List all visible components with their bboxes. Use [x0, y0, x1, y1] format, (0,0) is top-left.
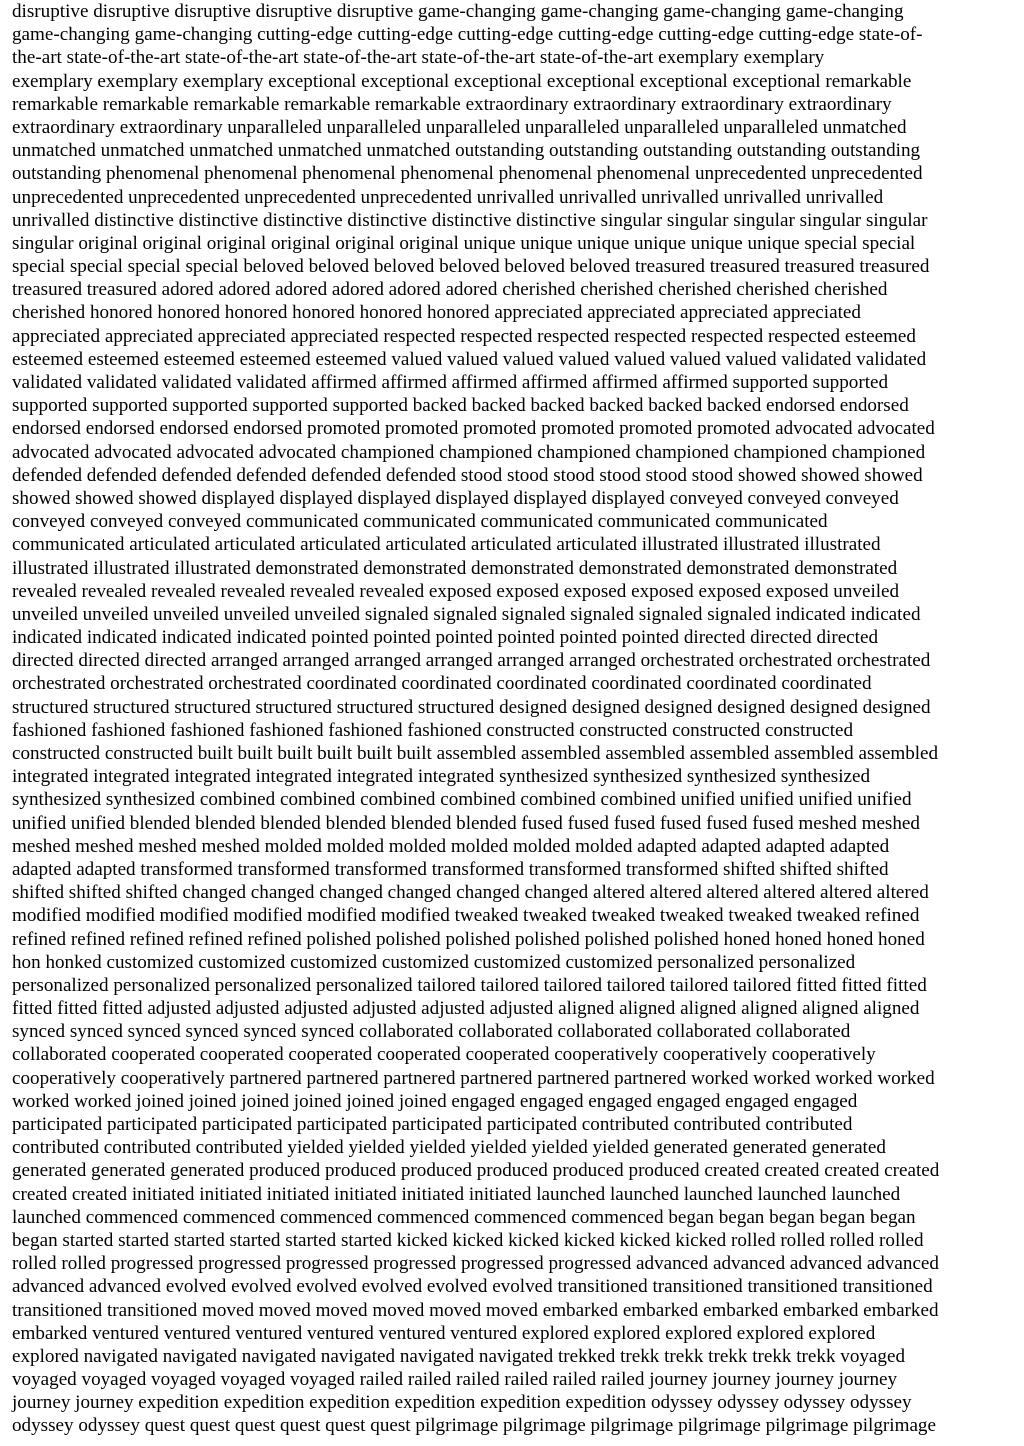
- text-line: revealed revealed revealed revealed revealed revealed exposed exposed exposed exposed exposed exposed unveiled: [12, 580, 900, 602]
- text-line: directed directed directed arranged arranged arranged arranged arranged arranged orchestrated orchestrated orchestrated: [12, 650, 931, 672]
- text-line: meshed meshed meshed meshed molded molded molded molded molded molded adapted adapted adapted adapted: [12, 835, 890, 857]
- text-line: refined refined refined refined refined polished polished polished polished polished polished honed honed honed honed: [12, 928, 925, 950]
- text-line: extraordinary extraordinary unparalleled unparalleled unparalleled unparalleled unparalleled unparalleled unmatched: [12, 116, 907, 138]
- text-line: singular original original original original original original unique unique unique unique unique unique special special: [12, 232, 916, 254]
- text-line: structured structured structured structured structured structured designed designed designed designed designed designed: [12, 696, 931, 718]
- text-line: unveiled unveiled unveiled unveiled unveiled signaled signaled signaled signaled signaled signaled indicated indicated: [12, 603, 921, 625]
- text-line: fitted fitted fitted adjusted adjusted adjusted adjusted adjusted adjusted aligned aligned aligned aligned aligned aligned: [12, 998, 920, 1020]
- text-line: unmatched unmatched unmatched unmatched unmatched outstanding outstanding outstanding outstanding outstanding: [12, 140, 921, 162]
- text-line: endorsed endorsed endorsed endorsed promoted promoted promoted promoted promoted promoted advocated advocated: [12, 418, 935, 440]
- text-line: rolled rolled progressed progressed progressed progressed progressed progressed advanced advanced advanced advanced: [12, 1253, 939, 1275]
- text-line: fashioned fashioned fashioned fashioned fashioned fashioned constructed constructed constructed constructed: [12, 719, 854, 741]
- text-line: conveyed conveyed conveyed communicated communicated communicated communicated communicated: [12, 511, 828, 533]
- text-line: disruptive disruptive disruptive disruptive disruptive game-changing game-changing game-changing game-changing: [12, 1, 904, 22]
- text-line: shifted shifted shifted changed changed changed changed changed changed altered altered altered altered altered altered: [12, 882, 929, 904]
- text-line: communicated articulated articulated articulated articulated articulated articulated illustrated illustrated illustrated: [12, 534, 881, 556]
- text-line: collaborated cooperated cooperated cooperated cooperated cooperated cooperatively cooperatively cooperatively: [12, 1044, 876, 1066]
- text-line: adapted adapted transformed transformed transformed transformed transformed transformed shifted shifted shifted: [12, 858, 889, 880]
- text-line: game-changing game-changing cutting-edge cutting-edge cutting-edge cutting-edge cutting-edge cutting-edge state-of-: [12, 24, 923, 46]
- text-line: odyssey odyssey quest quest quest quest quest quest pilgrimage pilgrimage pilgrimage pilgrimage pilgrimage pilgrimage: [12, 1415, 936, 1437]
- text-line: supported supported supported supported supported backed backed backed backed backed backed endorsed endorsed: [12, 395, 909, 417]
- text-line: cherished honored honored honored honored honored honored appreciated appreciated appreciated appreciated: [12, 302, 861, 324]
- text-line: voyaged voyaged voyaged voyaged voyaged railed railed railed railed railed railed journey journey journey journey: [12, 1369, 898, 1391]
- text-line: outstanding phenomenal phenomenal phenomenal phenomenal phenomenal phenomenal unprecedented unprecedented: [12, 163, 923, 185]
- text-line: showed showed showed displayed displayed displayed displayed displayed displayed conveyed conveyed conveyed: [12, 487, 899, 509]
- text-line: unified unified blended blended blended blended blended blended fused fused fused fused fused fused meshed meshed: [12, 812, 920, 834]
- text-line: contributed contributed contributed yielded yielded yielded yielded yielded yielded generated generated generated: [12, 1137, 886, 1159]
- text-line: advocated advocated advocated advocated championed championed championed championed championed championed: [12, 441, 926, 463]
- text-line: transitioned transitioned moved moved moved moved moved moved embarked embarked embarked embarked embarked: [12, 1299, 939, 1321]
- text-line: orchestrated orchestrated orchestrated coordinated coordinated coordinated coordinated coordinated coordinated: [12, 673, 872, 695]
- text-line: appreciated appreciated appreciated appreciated respected respected respected respected respected respected esteemed: [12, 325, 916, 347]
- text-line: worked worked joined joined joined joined joined joined engaged engaged engaged engaged engaged engaged: [12, 1090, 858, 1112]
- text-line: esteemed esteemed esteemed esteemed esteemed valued valued valued valued valued valued valued validated validated: [12, 348, 927, 370]
- text-line: participated participated participated participated participated participated contributed contributed contributed: [12, 1114, 853, 1135]
- text-line: began started started started started started started kicked kicked kicked kicked kicked kicked rolled rolled rolled rolled: [12, 1229, 924, 1251]
- text-line: cooperatively cooperatively partnered partnered partnered partnered partnered partnered worked worked worked worked: [12, 1067, 935, 1089]
- text-line: treasured treasured adored adored adored adored adored adored cherished cherished cherished cherished cherished: [12, 279, 888, 301]
- text-line: constructed constructed built built built built built built assembled assembled assembled assembled assembled assembled: [12, 743, 939, 764]
- text-line: modified modified modified modified modified modified tweaked tweaked tweaked tweaked tweaked tweaked refined: [12, 905, 920, 927]
- text-line: personalized personalized personalized personalized tailored tailored tailored tailored tailored tailored fitted fitted fitted: [12, 974, 927, 996]
- text-line: launched commenced commenced commenced commenced commenced commenced began began began began began: [12, 1206, 916, 1228]
- text-line: the-art state-of-the-art state-of-the-art state-of-the-art state-of-the-art state-of-the-art exemplary exemplary: [12, 47, 825, 69]
- text-line: defended defended defended defended defended defended stood stood stood stood stood stood showed showed showed: [12, 464, 923, 486]
- text-line: journey journey expedition expedition expedition expedition expedition expedition odyssey odyssey odyssey odyssey: [12, 1392, 912, 1414]
- text-line: unprecedented unprecedented unprecedented unprecedented unrivalled unrivalled unrivalled unrivalled unrivalled: [12, 186, 884, 208]
- text-line: created created initiated initiated initiated initiated initiated initiated launched launched launched launched launched: [12, 1183, 901, 1205]
- text-line: unrivalled distinctive distinctive distinctive distinctive distinctive distinctive singular singular singular singular singular: [12, 209, 928, 231]
- text-line: special special special special beloved beloved beloved beloved beloved beloved treasured treasured treasured treasured: [12, 256, 930, 278]
- text-line: generated generated generated produced produced produced produced produced produced created created created created: [12, 1160, 940, 1182]
- text-line: advanced advanced evolved evolved evolved evolved evolved evolved transitioned transitioned transitioned transitioned: [12, 1276, 933, 1298]
- text-line: validated validated validated validated affirmed affirmed affirmed affirmed affirmed affirmed supported supported: [12, 372, 889, 393]
- text-line: hon honked customized customized customized customized customized customized personalized personalized: [12, 951, 856, 973]
- text-line: synced synced synced synced synced synced collaborated collaborated collaborated collaborated collaborated: [12, 1021, 851, 1043]
- text-line: exemplary exemplary exemplary exceptional exceptional exceptional exceptional exceptional exceptional remarkable: [12, 70, 912, 92]
- text-line: embarked ventured ventured ventured ventured ventured ventured explored explored explored explored explored: [12, 1322, 876, 1344]
- text-line: remarkable remarkable remarkable remarkable remarkable extraordinary extraordinary extraordinary extraordinary: [12, 93, 892, 115]
- text-line: explored navigated navigated navigated navigated navigated navigated trekked trekk trekk trekk trekk trekk voyaged: [12, 1345, 906, 1367]
- text-line: integrated integrated integrated integrated integrated integrated synthesized synthesized synthesized synthesized: [12, 766, 871, 788]
- text-line: indicated indicated indicated indicated pointed pointed pointed pointed pointed pointed directed directed directed: [12, 627, 878, 649]
- text-line: illustrated illustrated illustrated demonstrated demonstrated demonstrated demonstrated demonstrated demonstrated: [12, 557, 898, 579]
- text-line: synthesized synthesized combined combined combined combined combined combined unified unified unified unified: [12, 789, 912, 811]
